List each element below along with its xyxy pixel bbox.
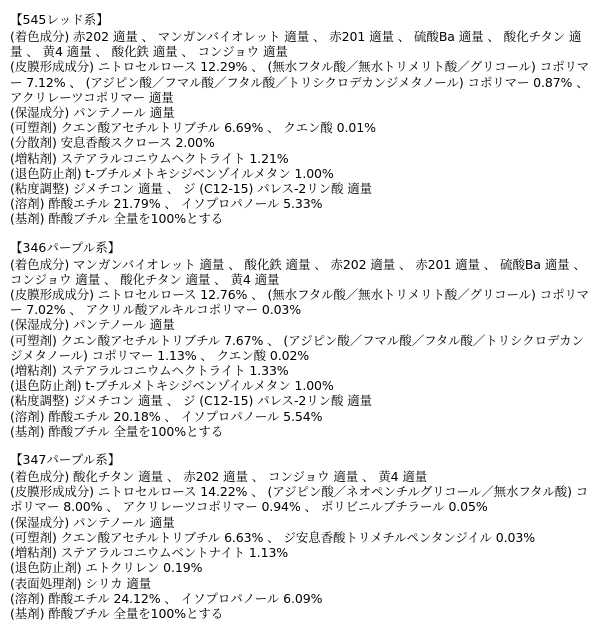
ingredient-line: (退色防止剤) t-ブチルメトキシジベンゾイルメタン 1.00% (10, 378, 334, 394)
block-separator (10, 445, 592, 452)
ingredient-line: (基剤) 酢酸ブチル 全量を100%とする (10, 211, 224, 227)
ingredient-line: (表面処理剤) シリカ 適量 (10, 575, 152, 591)
ingredient-line: (基剤) 酢酸ブチル 全量を100%とする (10, 423, 224, 439)
ingredient-line: (皮膜形成成分) ニトロセルロース 12.29% 、 (無水フタル酸／無水トリメリト酸／グリコール) コポリマー 7.12% 、 (アジピン酸／フマル酸／フタル酸／トリシクロデカンジメタノール) コポリマー 0.87% 、 アクリレーツコポリマー 適量 (10, 59, 593, 105)
ingredient-line: (可塑剤) クエン酸アセチルトリブチル 6.63% 、 ジ安息香酸トリメチルペンタンジイル 0.03% (10, 529, 536, 545)
ingredient-line: (溶剤) 酢酸エチル 20.18% 、 イソプロパノール 5.54% (10, 408, 323, 424)
formula-block (10, 12, 592, 227)
ingredient-line: (可塑剤) クエン酸アセチルトリブチル 6.69% 、 クエン酸 0.01% (10, 120, 376, 136)
ingredient-line: (着色成分) 赤202 適量 、 マンガンバイオレット 適量 、 赤201 適量 、 硫酸Ba 適量 、 酸化チタン 適量 、 黄4 適量 、 酸化鉄 適量 、 コンジョウ 適量 (10, 29, 582, 60)
ingredient-line: (着色成分) マンガンバイオレット 適量 、 酸化鉄 適量 、 赤202 適量 、 赤201 適量 、 硫酸Ba 適量 、 コンジョウ 適量 、 酸化チタン 適量 、 黄4 適量 (10, 256, 590, 287)
formula-block (10, 240, 592, 439)
ingredient-line: (退色防止剤) t-ブチルメトキシジベンゾイルメタン 1.00% (10, 165, 334, 181)
ingredient-line: (退色防止剤) エトクリレン 0.19% (10, 560, 203, 576)
ingredient-line: (増粘剤) ステアラルコニウムヘクトライト 1.33% (10, 363, 289, 379)
formula-block (10, 452, 592, 621)
ingredient-line: (皮膜形成成分) ニトロセルロース 14.22% 、 (アジピン酸／ネオペンチルグリコール／無水フタル酸) コポリマー 8.00% 、 アクリレーツコポリマー 0.94% 、 ポリビニルブチラール 0.05% (10, 484, 589, 515)
ingredient-line: (増粘剤) ステアラルコニウムベントナイト 1.13% (10, 545, 289, 561)
block-title: 【347パープル系】 (10, 452, 121, 468)
block-title: 【545レッド系】 (10, 12, 109, 27)
ingredient-line: (増粘剤) ステアラルコニウムヘクトライト 1.21% (10, 150, 289, 166)
ingredient-line: (溶剤) 酢酸エチル 24.12% 、 イソプロパノール 6.09% (10, 590, 323, 606)
ingredient-line: (溶剤) 酢酸エチル 21.79% 、 イソプロパノール 5.33% (10, 196, 323, 212)
ingredient-line: (可塑剤) クエン酸アセチルトリブチル 7.67% 、 (アジピン酸／フマル酸／フタル酸／トリシクロデカンジメタノール) コポリマー 1.13% 、 クエン酸 0.02% (10, 332, 584, 363)
block-title: 【346パープル系】 (10, 239, 121, 255)
ingredient-line: (基剤) 酢酸ブチル 全量を100%とする (10, 605, 224, 621)
ingredient-line: (着色成分) 酸化チタン 適量 、 赤202 適量 、 コンジョウ 適量 、 黄4 適量 (10, 469, 428, 485)
ingredient-line: (保湿成分) パンテノール 適量 (10, 317, 175, 333)
ingredient-line: (保湿成分) パンテノール 適量 (10, 514, 175, 530)
ingredient-line: (粘度調整) ジメチコン 適量 、 ジ (C12-15) パレス-2リン酸 適量 (10, 181, 373, 197)
block-separator (10, 233, 592, 240)
ingredient-line: (保湿成分) パンテノール 適量 (10, 105, 175, 121)
ingredient-line: (粘度調整) ジメチコン 適量 、 ジ (C12-15) パレス-2リン酸 適量 (10, 393, 373, 409)
ingredient-line: (分散剤) 安息香酸スクロース 2.00% (10, 135, 215, 151)
ingredient-line: (皮膜形成成分) ニトロセルロース 12.76% 、 (無水フタル酸／無水トリメリト酸／グリコール) コポリマー 7.02% 、 アクリル酸アルキルコポリマー 0.03% (10, 287, 590, 318)
